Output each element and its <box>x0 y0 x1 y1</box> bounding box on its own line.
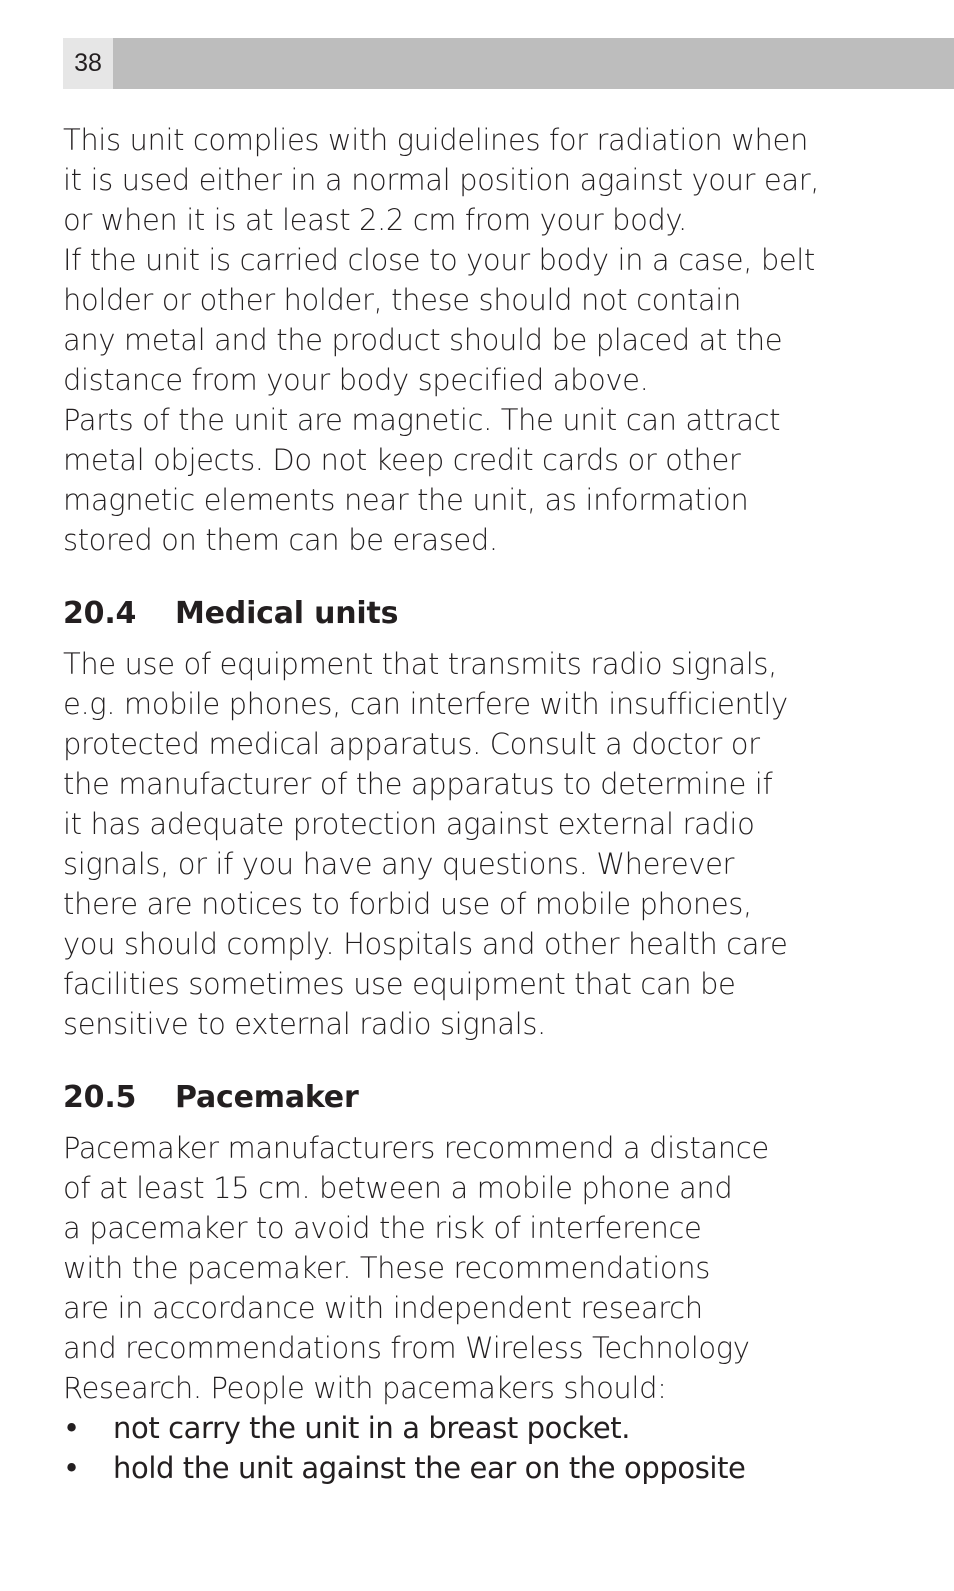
text-line: The use of equipment that transmits radio signals, <box>63 647 777 681</box>
text-line: a pacemaker to avoid the risk of interference <box>63 1211 702 1245</box>
pacemaker-bullet-list <box>63 1408 923 1488</box>
text-line: are in accordance with independent research <box>63 1291 703 1325</box>
list-item <box>63 1448 923 1488</box>
list-item <box>63 1408 923 1448</box>
intro-paragraph <box>63 120 923 560</box>
text-line: with the pacemaker. These recommendations <box>63 1251 710 1285</box>
list-item-text: not carry the unit in a breast pocket. <box>113 1411 631 1445</box>
section-title: Medical units <box>175 596 399 631</box>
text-line: Research. People with pacemakers should: <box>63 1371 667 1405</box>
medical-units-paragraph <box>63 644 923 1044</box>
text-line: of at least 15 cm. between a mobile phone and <box>63 1171 733 1205</box>
text-line: the manufacturer of the apparatus to determine if <box>63 767 773 801</box>
text-line: metal objects. Do not keep credit cards or other <box>63 443 741 477</box>
text-line: magnetic elements near the unit, as information <box>63 483 749 517</box>
text-line: it is used either in a normal position against your ear, <box>63 163 820 197</box>
list-item-text: hold the unit against the ear on the opposite <box>113 1451 746 1485</box>
section-number: 20.4 <box>63 596 137 631</box>
page-content <box>63 120 923 1488</box>
text-line: stored on them can be erased. <box>63 523 498 557</box>
section-heading-medical-units <box>63 560 923 644</box>
bullet-icon: • <box>63 1451 80 1485</box>
page-number: 38 <box>63 38 113 89</box>
bullet-icon: • <box>63 1411 80 1445</box>
text-line: any metal and the product should be placed at the <box>63 323 783 357</box>
text-line: and recommendations from Wireless Technology <box>63 1331 750 1365</box>
text-line: Parts of the unit are magnetic. The unit can attract <box>63 403 781 437</box>
section-number: 20.5 <box>63 1080 137 1115</box>
pacemaker-paragraph <box>63 1128 923 1408</box>
text-line: or when it is at least 2.2 cm from your body. <box>63 203 687 237</box>
text-line: distance from your body specified above. <box>63 363 649 397</box>
text-line: This unit complies with guidelines for radiation when <box>63 123 808 157</box>
text-line: e.g. mobile phones, can interfere with insufficiently <box>63 687 788 721</box>
text-line: protected medical apparatus. Consult a doctor or <box>63 727 760 761</box>
header-strip <box>113 38 954 89</box>
text-line: If the unit is carried close to your body in a case, belt <box>63 243 815 277</box>
text-line: there are notices to forbid use of mobile phones, <box>63 887 752 921</box>
text-line: Pacemaker manufacturers recommend a distance <box>63 1131 769 1165</box>
section-heading-pacemaker <box>63 1044 923 1128</box>
page-header <box>63 38 954 89</box>
text-line: holder or other holder, these should not contain <box>63 283 741 317</box>
text-line: facilities sometimes use equipment that can be <box>63 967 736 1001</box>
text-line: it has adequate protection against external radio <box>63 807 755 841</box>
text-line: you should comply. Hospitals and other health care <box>63 927 788 961</box>
text-line: signals, or if you have any questions. Wherever <box>63 847 735 881</box>
text-line: sensitive to external radio signals. <box>63 1007 546 1041</box>
section-title: Pacemaker <box>175 1080 359 1115</box>
